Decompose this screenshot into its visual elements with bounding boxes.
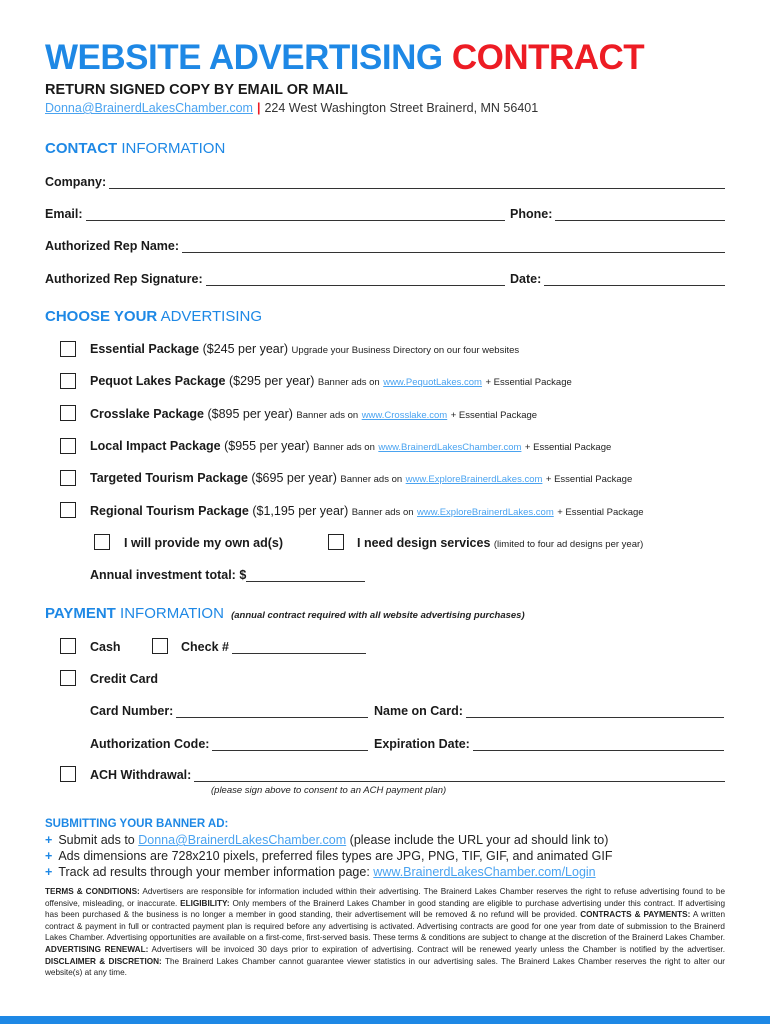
package-crosslake: Crosslake Package ($895 per year) Banner ads on www.Crosslake.com + Essential Package (90, 407, 538, 421)
check-checkbox[interactable] (152, 638, 168, 654)
payment-heading-note: (annual contract required with all website advertising purchases) (231, 610, 525, 621)
address: 224 West Washington Street Brainerd, MN 56401 (264, 101, 539, 115)
ach-note: (please sign above to consent to an ACH payment plan) (211, 785, 447, 796)
package-checkbox[interactable] (60, 438, 76, 454)
expiration-field[interactable] (374, 737, 724, 751)
package-checkbox[interactable] (60, 405, 76, 421)
package-pequot: Pequot Lakes Package ($295 per year) Banner ads on www.PequotLakes.com + Essential Package (90, 374, 572, 388)
credit-card-checkbox[interactable] (60, 670, 76, 686)
title-part1: WEBSITE ADVERTISING (45, 38, 443, 77)
package-url[interactable]: www.PequotLakes.com (383, 377, 482, 388)
date-label: Date: (510, 272, 542, 286)
contact-heading: CONTACT INFORMATION (45, 140, 226, 157)
own-ads-label: I will provide my own ad(s) (124, 536, 284, 550)
ach-label: ACH Withdrawal: (90, 768, 192, 782)
package-checkbox[interactable] (60, 373, 76, 389)
submit-email-link[interactable]: Donna@BrainerdLakesChamber.com (138, 833, 347, 847)
credit-card-label: Credit Card (90, 672, 159, 686)
check-label: Check # (181, 640, 229, 654)
payment-heading: PAYMENT INFORMATION (annual contract required with all website advertising purchases) (45, 605, 525, 622)
advertising-heading: CHOOSE YOUR ADVERTISING (45, 308, 263, 325)
submit-bullet-1: + Submit ads to Donna@BrainerdLakesChamber.com (please include the URL your ad should link to) (45, 833, 609, 847)
annual-investment-field[interactable] (90, 568, 365, 582)
cash-checkbox[interactable] (60, 638, 76, 654)
package-url[interactable]: www.BrainerdLakesChamber.com (378, 442, 522, 453)
card-number-label: Card Number: (90, 704, 174, 718)
annual-investment-label: Annual investment total: $ (90, 568, 247, 582)
title-part2: CONTRACT (451, 38, 645, 77)
design-services-label: I need design services (limited to four ad designs per year) (357, 536, 644, 550)
email-field[interactable] (45, 207, 505, 221)
design-services-checkbox[interactable] (328, 534, 344, 550)
expiration-label: Expiration Date: (374, 737, 470, 751)
terms-conditions: TERMS & CONDITIONS: Advertisers are responsible for information included within their advertising. The Brainerd Lakes Chamber reserves the right to refuse advertising found to be offensive, misleading, or inaccurate. ELIGIBILITY: Only members of the Brainerd Lakes Chamber in good standing are eligible to purchase advertising under this contract. If advertising has been purchased & the business is no longer a member in good standing, their advertisement will be removed & no refund will be provided. CONTRACTS & PAYMENTS: A written contract & payment in full or contracted payment plan is required before any advertising is activated. Advertising contracts are good for one year from date of submission to the Brainerd Lakes Chamber. Advertising opportunities are available on a first-come, first-served basis. These terms & conditions are subject to change at the discretion of the Brainerd Lakes Chamber. ADVERTISING RENEWAL: Advertisers will be invoiced 30 days prior to expiration of advertising. Contract will be renewed yearly unless the Chamber is notified by the advertiser. DISCLAIMER & DISCRETION: The Brainerd Lakes Chamber cannot guarantee viewer statistics in our advertising sales. The Brainerd Lakes Chamber reserves the right to alter our website(s) at any time. (45, 887, 726, 978)
name-on-card-field[interactable] (374, 704, 724, 718)
plus-icon: + (45, 849, 53, 863)
subtitle: RETURN SIGNED COPY BY EMAIL OR MAIL (45, 82, 348, 98)
rep-signature-label: Authorized Rep Signature: (45, 272, 203, 286)
separator: | (256, 101, 261, 115)
submit-bullet-3: + Track ad results through your member information page: www.BrainerdLakesChamber.com/Login (45, 865, 596, 879)
email-link[interactable]: Donna@BrainerdLakesChamber.com (45, 101, 253, 115)
ach-checkbox[interactable] (60, 766, 76, 782)
package-checkbox[interactable] (60, 502, 76, 518)
login-link[interactable]: www.BrainerdLakesChamber.com/Login (373, 865, 596, 879)
package-essential: Essential Package ($245 per year) Upgrade your Business Directory on our four websites (90, 342, 520, 356)
phone-field[interactable] (510, 207, 725, 221)
rep-name-field[interactable] (45, 239, 725, 253)
card-number-field[interactable] (90, 704, 368, 718)
company-field[interactable] (45, 175, 725, 189)
email-label: Email: (45, 207, 83, 221)
package-regional-tourism: Regional Tourism Package ($1,195 per year) Banner ads on www.ExploreBrainerdLakes.com + Essential Package (90, 504, 644, 518)
plus-icon: + (45, 865, 53, 879)
check-field[interactable] (181, 640, 366, 654)
submitting-heading: SUBMITTING YOUR BANNER AD: (45, 818, 229, 830)
package-local-impact: Local Impact Package ($955 per year) Banner ads on www.BrainerdLakesChamber.com + Essential Package (90, 439, 612, 453)
name-on-card-label: Name on Card: (374, 704, 463, 718)
phone-label: Phone: (510, 207, 553, 221)
rep-name-label: Authorized Rep Name: (45, 239, 180, 253)
package-url[interactable]: www.Crosslake.com (361, 410, 448, 421)
cash-label: Cash (90, 640, 121, 654)
plus-icon: + (45, 833, 53, 847)
submit-bullet-2: + Ads dimensions are 728x210 pixels, preferred files types are JPG, PNG, TIF, GIF, and animated GIF (45, 849, 613, 863)
package-url[interactable]: www.ExploreBrainerdLakes.com (405, 474, 543, 485)
ach-field[interactable] (90, 768, 725, 782)
own-ads-checkbox[interactable] (94, 534, 110, 550)
date-field[interactable] (510, 272, 725, 286)
auth-code-label: Authorization Code: (90, 737, 210, 751)
package-checkbox[interactable] (60, 341, 76, 357)
rep-signature-field[interactable] (45, 272, 505, 286)
page-title (45, 38, 644, 78)
company-label: Company: (45, 175, 107, 189)
auth-code-field[interactable] (90, 737, 368, 751)
bottom-accent-bar (0, 1016, 770, 1024)
contact-line (45, 101, 538, 115)
package-checkbox[interactable] (60, 470, 76, 486)
package-url[interactable]: www.ExploreBrainerdLakes.com (417, 507, 554, 518)
package-targeted-tourism: Targeted Tourism Package ($695 per year) Banner ads on www.ExploreBrainerdLakes.com + Essential Package (90, 471, 633, 485)
